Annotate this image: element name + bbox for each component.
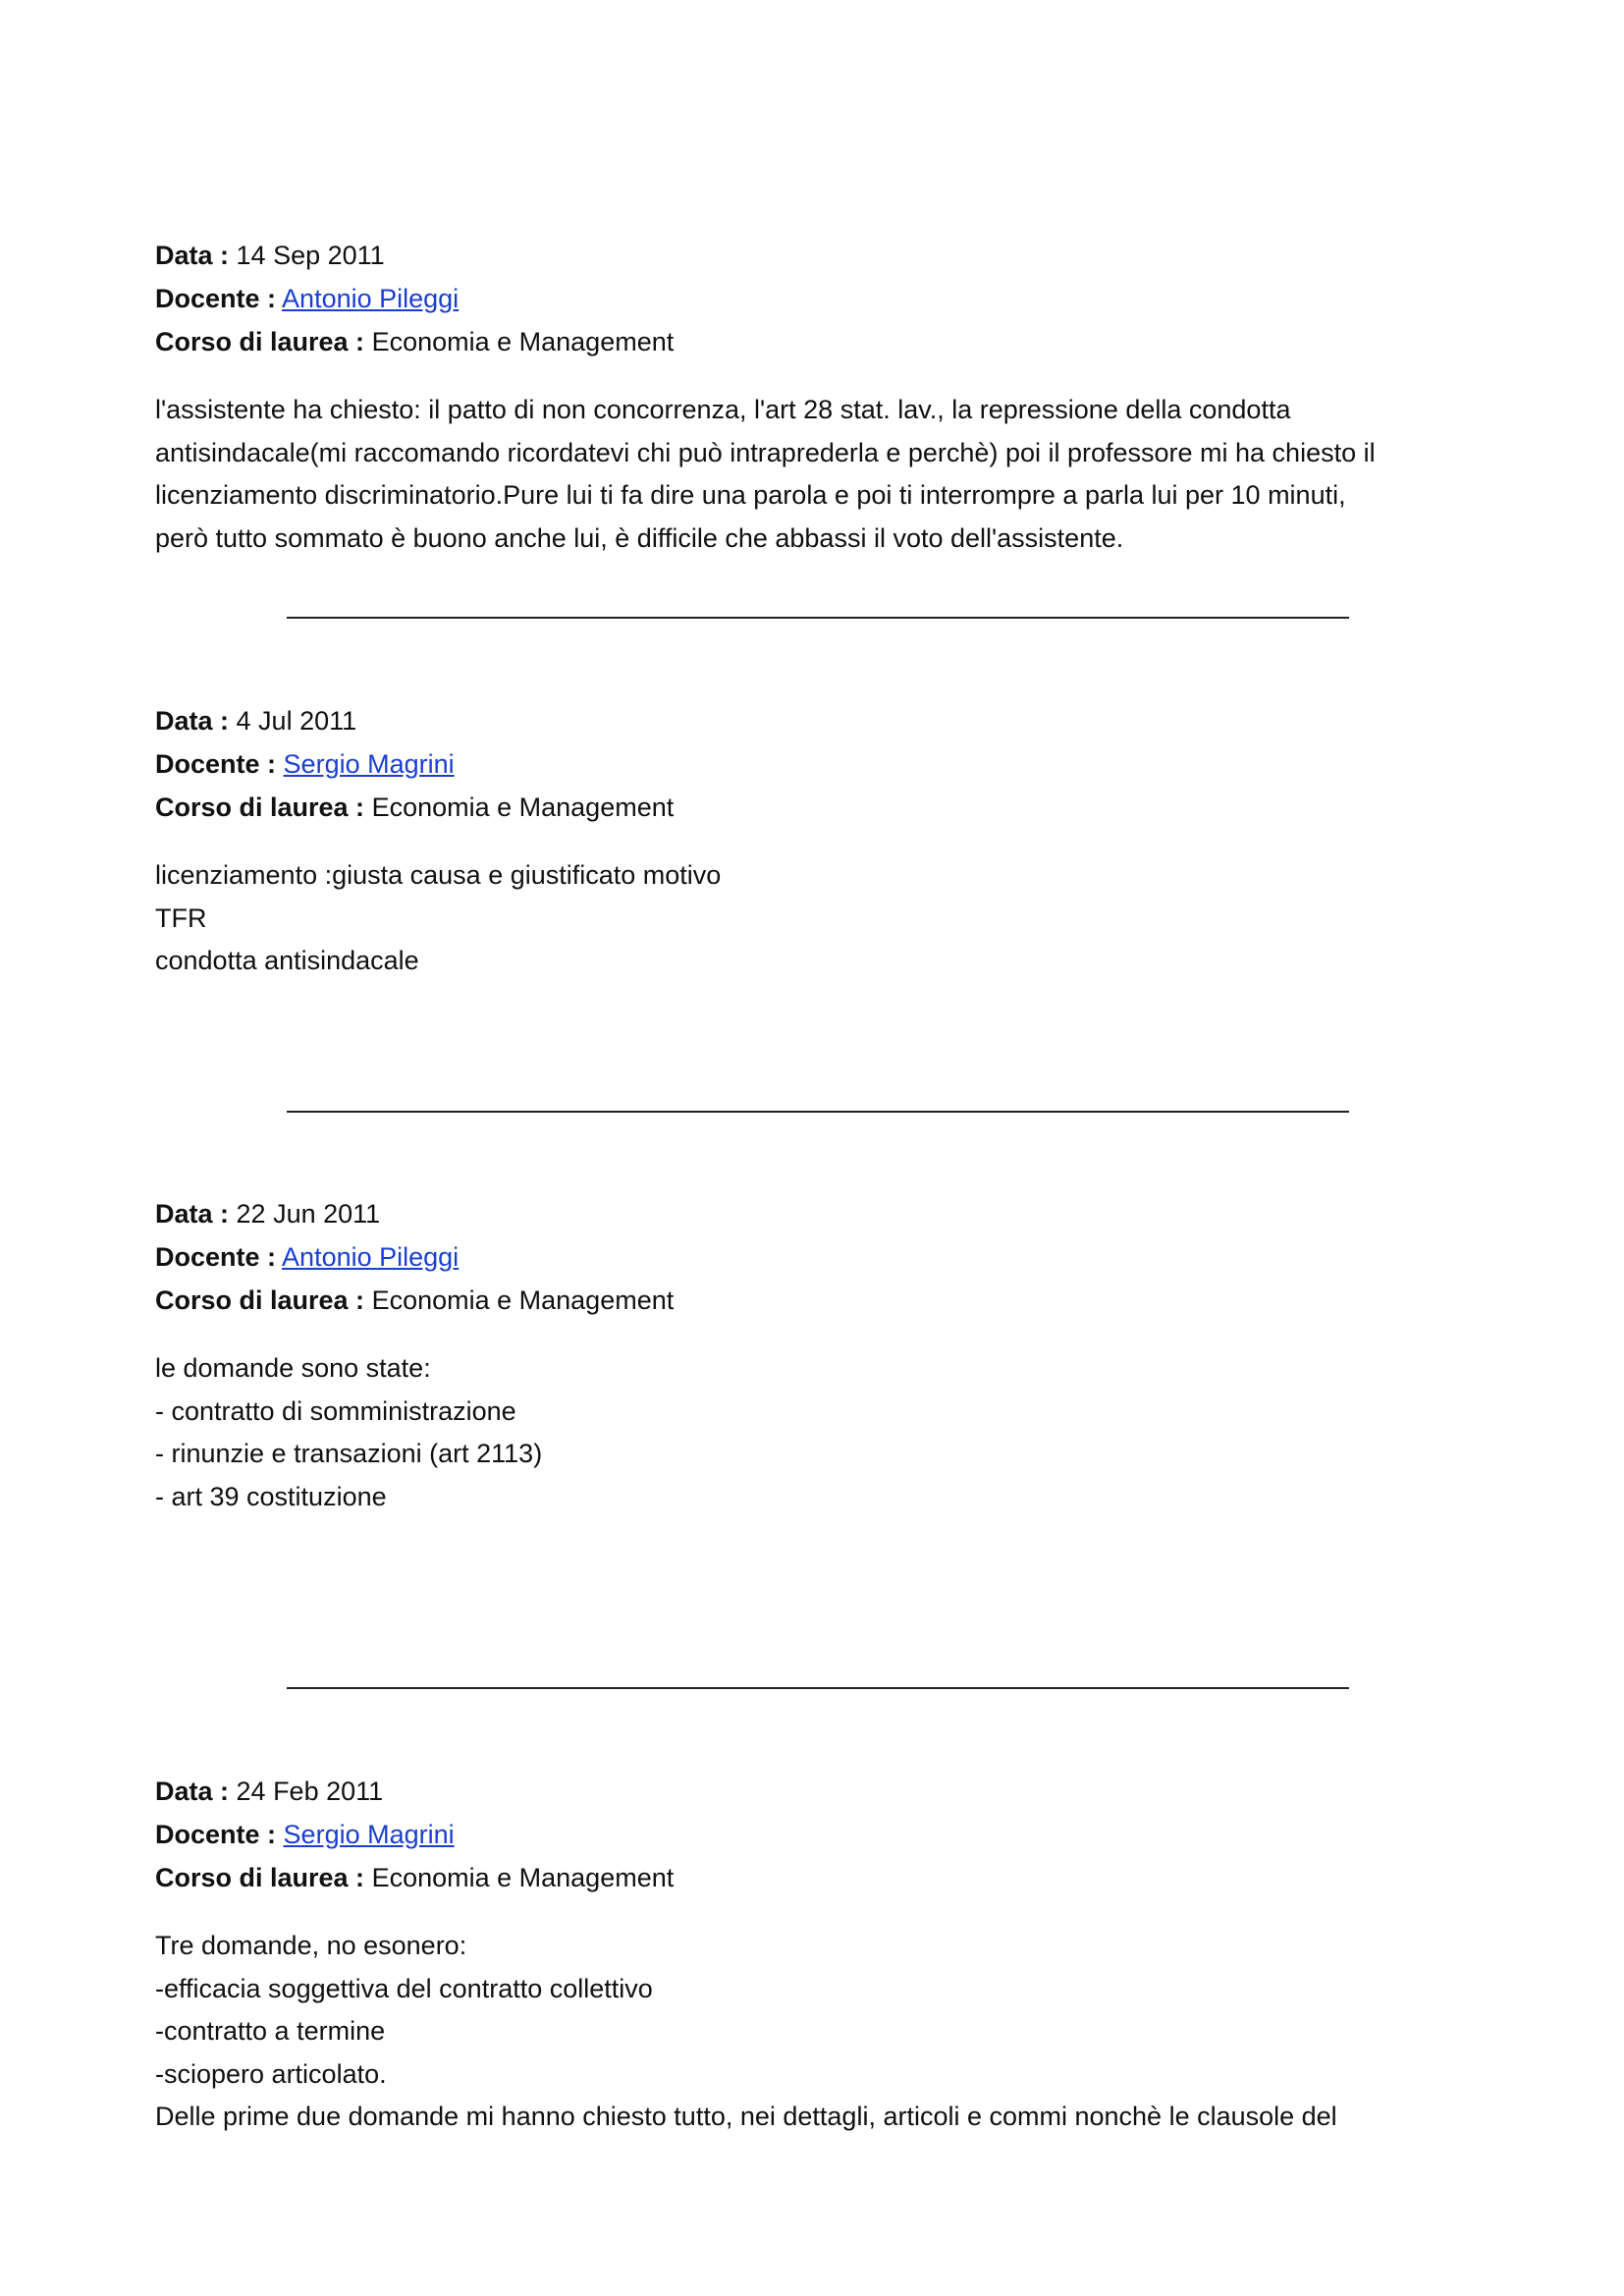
course-value: Economia e Management <box>371 1863 675 1892</box>
date-line <box>155 699 1471 742</box>
teacher-link[interactable]: Antonio Pileggi <box>282 1242 460 1272</box>
date-line <box>155 1770 1471 1813</box>
date-label: Data : <box>155 1777 230 1806</box>
entry-body <box>155 389 1471 560</box>
body-line: le domande sono state: <box>155 1353 431 1383</box>
entry-2 <box>155 699 1471 983</box>
body-line: Delle prime due domande mi hanno chiesto tutto, nei dettagli, articoli e commi nonchè le clausole del <box>155 2102 1337 2131</box>
date-label: Data : <box>155 1199 230 1229</box>
date-value: 22 Jun 2011 <box>236 1199 381 1229</box>
body-line: - contratto di somministrazione <box>155 1395 516 1426</box>
body-line: - rinunzie e transazioni (art 2113) <box>155 1439 543 1468</box>
date-value: 4 Jul 2011 <box>236 706 357 736</box>
separator-line <box>287 1111 1349 1113</box>
course-line <box>155 1856 1471 1899</box>
body-line: licenziamento discriminatorio.Pure lui ti fa dire una parola e poi ti interrompre a parla lui per 10 minuti, <box>155 480 1346 510</box>
body-line: -contratto a termine <box>155 2016 386 2046</box>
body-line: - art 39 costituzione <box>155 1481 387 1511</box>
course-label: Corso di laurea : <box>155 793 365 822</box>
teacher-line <box>155 1813 1471 1856</box>
body-line: TFR <box>155 902 207 933</box>
date-label: Data : <box>155 241 230 270</box>
body-line: -sciopero articolato. <box>155 2058 387 2089</box>
course-value: Economia e Management <box>371 793 675 822</box>
body-line: antisindacale(mi raccomando ricordatevi chi può intraprederla e perchè) poi il professore mi ha chiesto il <box>155 437 1376 467</box>
course-value: Economia e Management <box>371 327 675 356</box>
teacher-link[interactable]: Sergio Magrini <box>283 1820 455 1849</box>
date-value: 24 Feb 2011 <box>236 1777 384 1806</box>
teacher-label: Docente : <box>155 1242 277 1272</box>
teacher-label: Docente : <box>155 749 277 779</box>
body-line: però tutto sommato è buono anche lui, è difficile che abbassi il voto dell'assistente. <box>155 522 1124 553</box>
entry-body <box>155 1347 1471 1518</box>
date-line <box>155 1192 1471 1235</box>
teacher-line <box>155 277 1471 320</box>
body-line: Tre domande, no esonero: <box>155 1931 467 1960</box>
course-label: Corso di laurea : <box>155 1285 365 1315</box>
date-value: 14 Sep 2011 <box>236 241 385 270</box>
entry-4 <box>155 1770 1471 2139</box>
course-label: Corso di laurea : <box>155 327 365 356</box>
entry-body <box>155 1925 1471 2139</box>
separator-line <box>287 617 1349 619</box>
course-line <box>155 786 1471 829</box>
teacher-link[interactable]: Sergio Magrini <box>283 749 455 779</box>
teacher-link[interactable]: Antonio Pileggi <box>282 284 460 313</box>
body-line: condotta antisindacale <box>155 946 419 975</box>
teacher-line <box>155 742 1471 786</box>
course-value: Economia e Management <box>371 1285 675 1315</box>
body-line: licenziamento :giusta causa e giustificato motivo <box>155 860 722 890</box>
course-line <box>155 1279 1471 1322</box>
date-line <box>155 234 1471 277</box>
entry-3 <box>155 1192 1471 1518</box>
entry-body <box>155 854 1471 983</box>
teacher-label: Docente : <box>155 1820 277 1849</box>
teacher-line <box>155 1235 1471 1279</box>
date-label: Data : <box>155 706 230 736</box>
entry-1 <box>155 234 1471 560</box>
teacher-label: Docente : <box>155 284 277 313</box>
separator-line <box>287 1687 1349 1689</box>
course-label: Corso di laurea : <box>155 1863 365 1892</box>
course-line <box>155 320 1471 363</box>
body-line: -efficacia soggettiva del contratto collettivo <box>155 1973 653 2003</box>
body-line: l'assistente ha chiesto: il patto di non concorrenza, l'art 28 stat. lav., la repressione della condotta <box>155 395 1291 424</box>
